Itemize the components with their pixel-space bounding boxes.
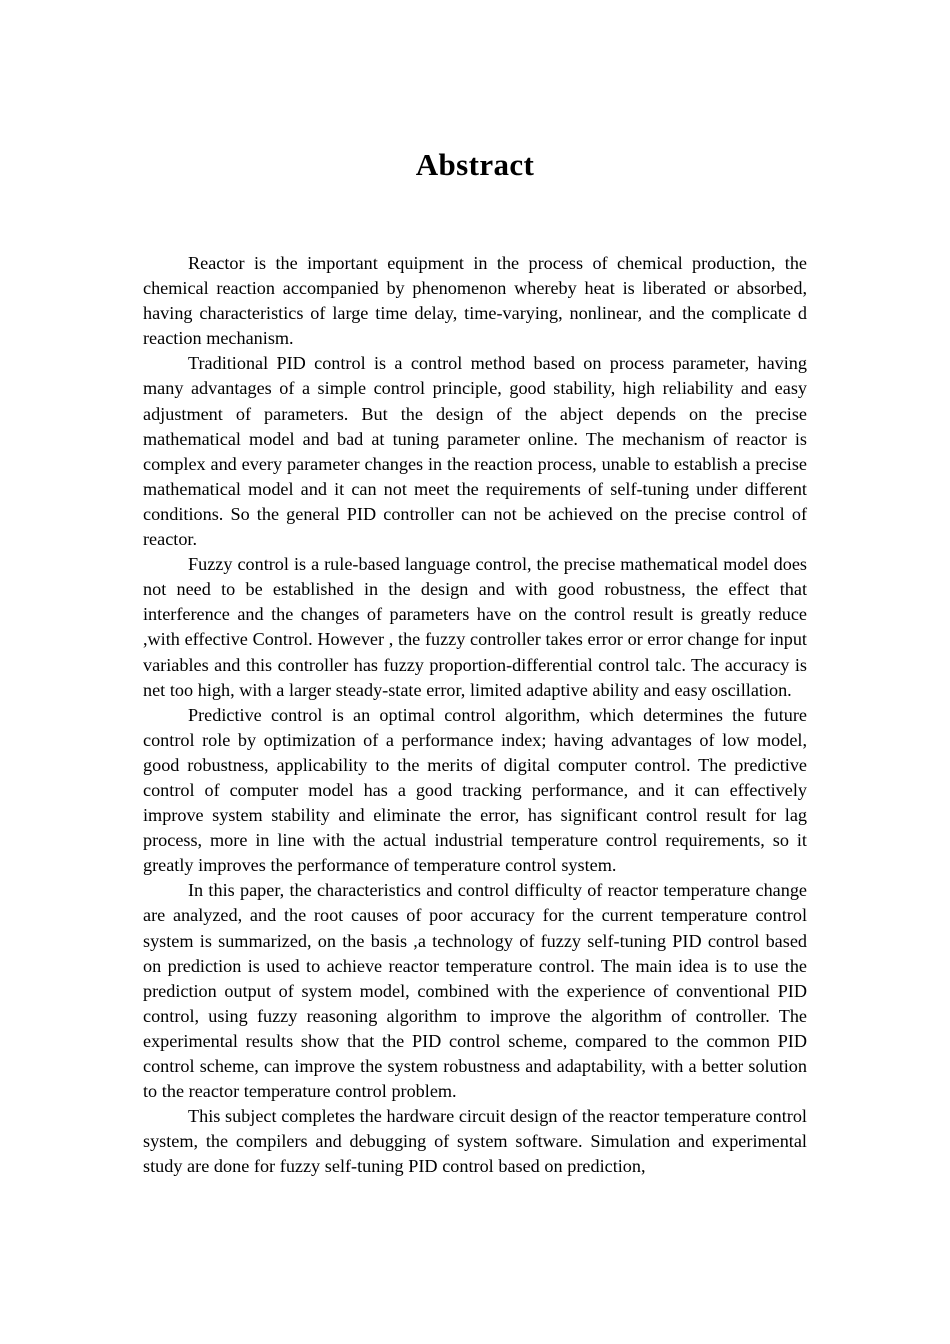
page-title: Abstract: [415, 146, 535, 182]
paragraph-3: Fuzzy control is a rule-based language control, the precise mathematical model does not need to be established in the design and with good robustness, the effect that interference and the changes of parameters have on the control result is greatly reduce ,with effective Control. However , the fuzzy controller takes error or error change for input variables and this controller has fuzzy proportion-differential control talc. The accuracy is net too high, with a larger steady-state error, limited adaptive ability and easy oscillation.: [143, 554, 807, 700]
paragraph-4: Predictive control is an optimal control algorithm, which determines the future control role by optimization of a performance index; having advantages of low model, good robustness, applicability to the merits of digital computer control. The predictive control of computer model has a good tracking performance, and it can effectively improve system stability and eliminate the error, has significant control result for lag process, more in line with the actual industrial temperature control requirements, so it greatly improves the performance of temperature control system.: [143, 704, 807, 876]
paragraph-5: In this paper, the characteristics and control difficulty of reactor temperature change are analyzed, and the root causes of poor accuracy for the current temperature control system is summarized, on the basis ,a technology of fuzzy self-tuning PID control based on prediction is used to achieve reactor temperature control. The main idea is to use the prediction output of system model, combined with the experience of conventional PID control, using fuzzy reasoning algorithm to improve the algorithm of controller. The experimental results show that the PID control scheme, compared to the common PID control scheme, can improve the system robustness and adaptability, with a better solution to the reactor temperature control problem.: [143, 880, 807, 1102]
paragraph-6: This subject completes the hardware circuit design of the reactor temperature control system, the compilers and debugging of system software. Simulation and experimental study are done for fuzzy self-tuning PID control based on prediction,: [143, 1106, 807, 1177]
abstract-body: [143, 251, 807, 1179]
paragraph-1: Reactor is the important equipment in the process of chemical production, the chemical reaction accompanied by phenomenon whereby heat is liberated or absorbed, having characteristics of large time delay, time-varying, nonlinear, and the complicate d reaction mechanism.: [143, 253, 807, 349]
paragraph-2: Traditional PID control is a control method based on process parameter, having many advantages of a simple control principle, good stability, high reliability and easy adjustment of parameters. But the design of the abject depends on the precise mathematical model and bad at tuning parameter online. The mechanism of reactor is complex and every parameter changes in the reaction process, unable to establish a precise mathematical model and it can not meet the requirements of self-tuning under different conditions. So the general PID controller can not be achieved on the precise control of reactor.: [143, 353, 807, 550]
